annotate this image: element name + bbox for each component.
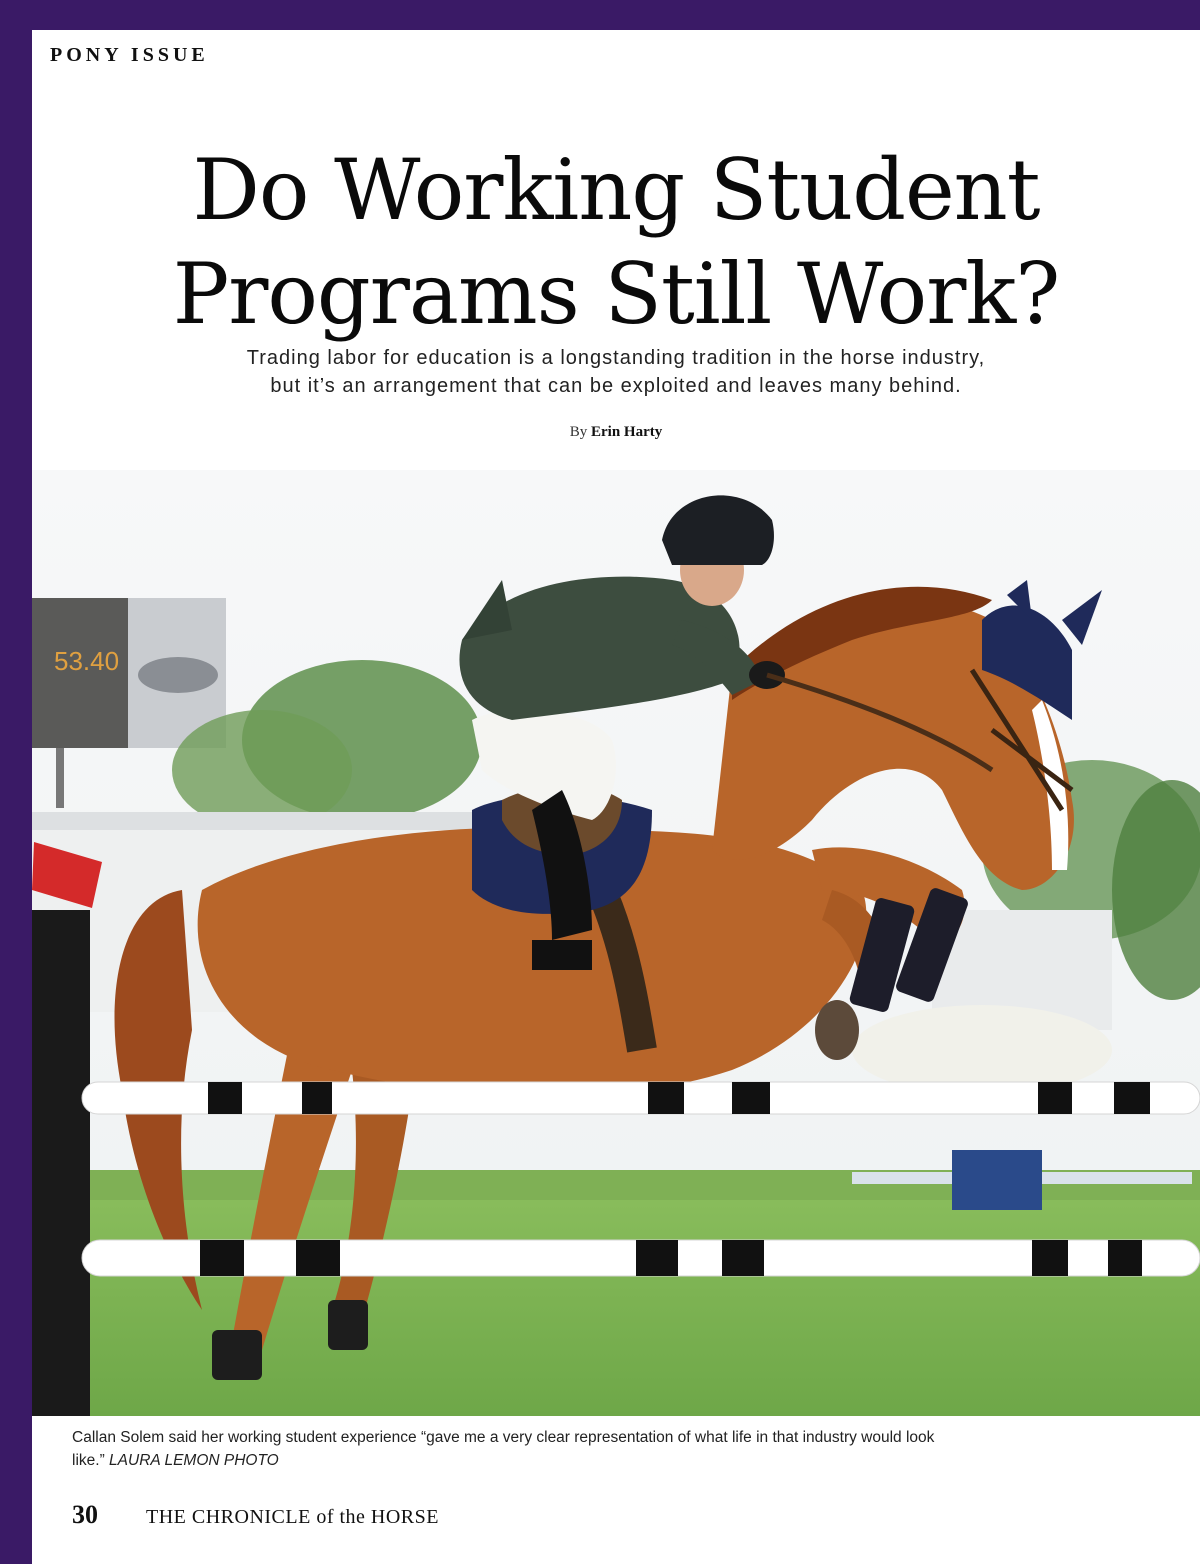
section-label: PONY ISSUE (50, 44, 209, 66)
headline-line-2: Programs Still Work? (172, 245, 1060, 343)
photo-caption (72, 1426, 952, 1472)
dek-line-2: but it’s an arrangement that can be exploited and leaves many behind. (270, 375, 962, 397)
dek-line-1: Trading labor for education is a longstanding tradition in the horse industry, (246, 347, 986, 369)
left-border (0, 0, 32, 1564)
horse-jumping-illustration (32, 470, 1200, 1416)
headline-line-1: Do Working Student (192, 141, 1040, 239)
magazine-name: THE CHRONICLE of the HORSE (146, 1506, 439, 1528)
byline-author: Erin Harty (591, 424, 663, 440)
byline-prefix: By (569, 424, 588, 440)
byline (32, 424, 1200, 441)
hero-photo (32, 470, 1200, 1416)
caption-credit: LAURA LEMON PHOTO (109, 1452, 279, 1469)
top-border (0, 0, 1200, 30)
page-number: 30 (72, 1500, 98, 1529)
scoreboard-value: 53.40 (54, 646, 120, 676)
caption-text: Callan Solem said her working student experience “gave me a very clear representation of what life in that industry would look like.” (72, 1429, 935, 1469)
dek (32, 344, 1200, 400)
headline (32, 138, 1200, 346)
